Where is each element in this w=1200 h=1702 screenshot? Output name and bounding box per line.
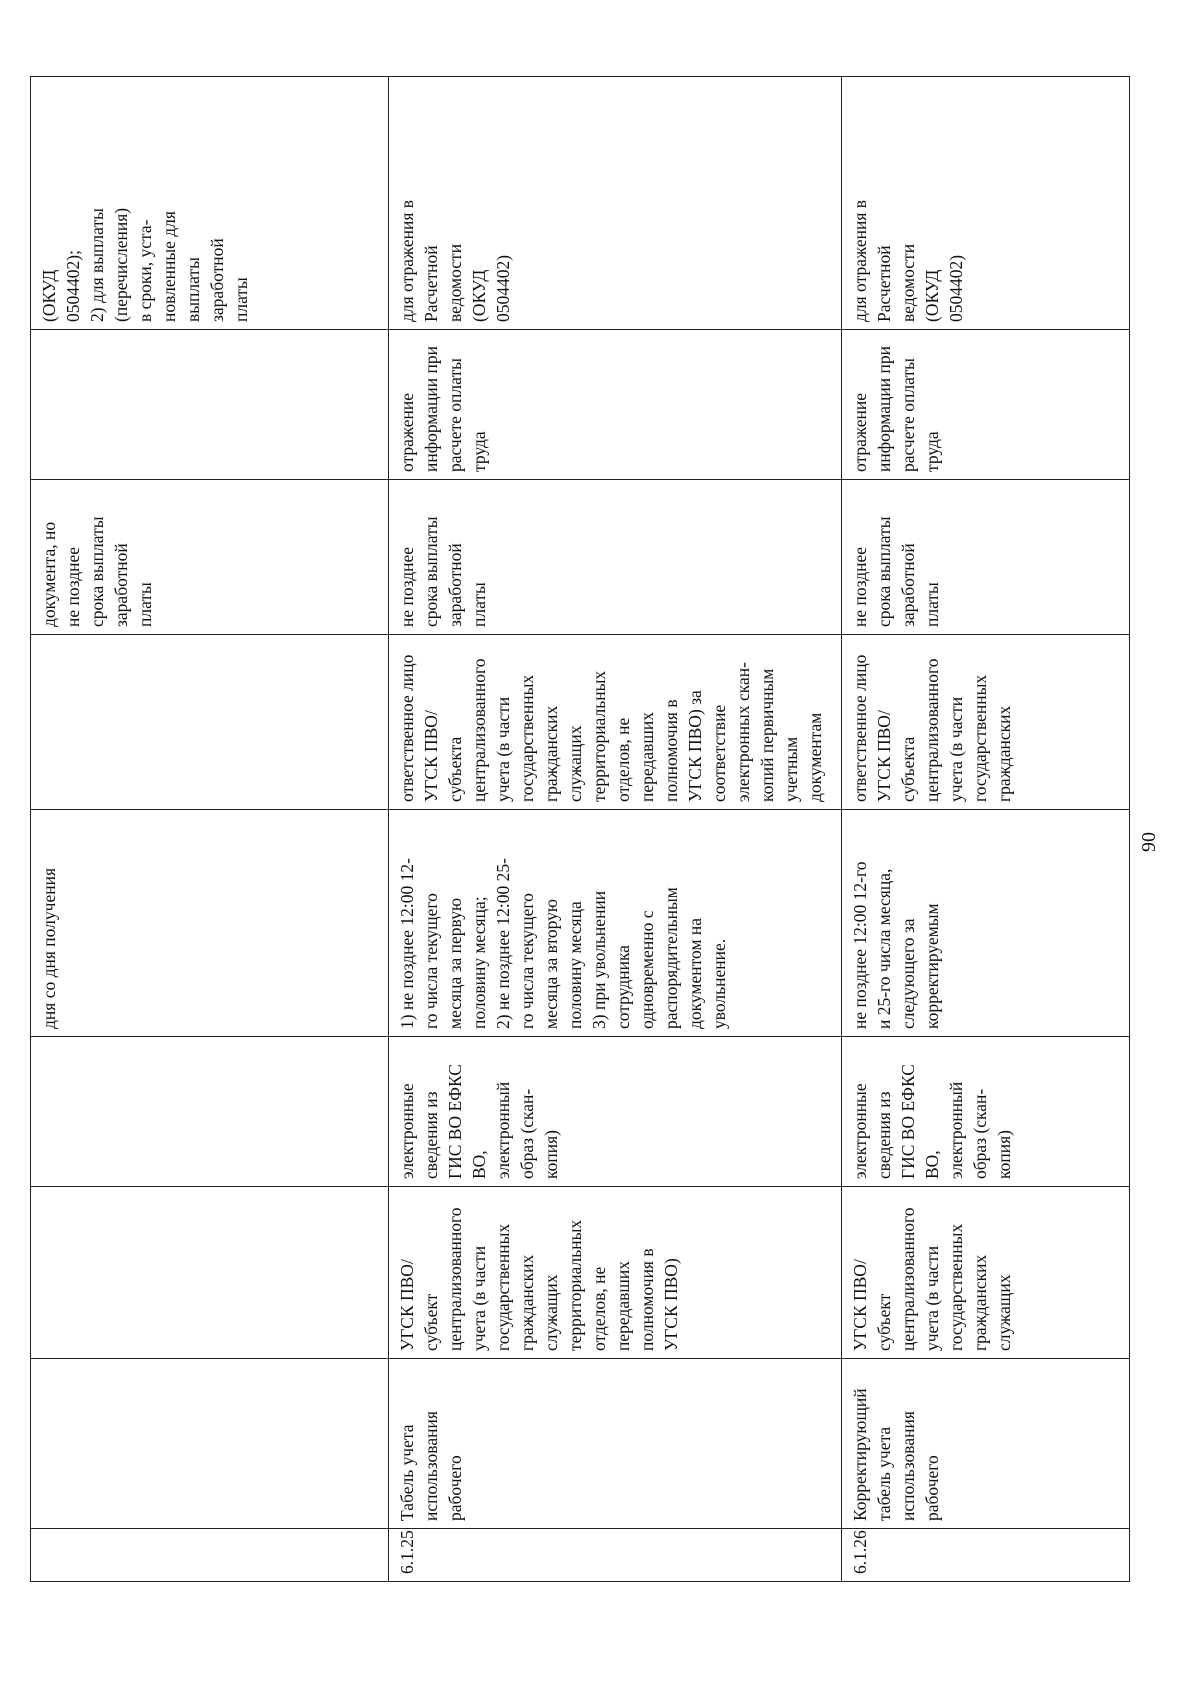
table-row-6-1-26 [842,77,1130,1582]
cell-form [31,1037,389,1187]
cell-deadline: 1) не позднее 12:00 12- го числа текущего месяца за первую половину месяца; 2) не позднее 12:00 25- го числа текущего месяца за вторую половину месяца 3) при увольнении сотрудника одновременно с распорядительным документом на увольнение. [389,810,842,1037]
cell-purpose: отражение информации при расчете оплаты труда [389,330,842,480]
cell-note: (ОКУД 0504402); 2) для выплаты (перечисления) в сроки, уста- новленные для выплаты заработной платы [31,77,389,330]
cell-purpose: отражение информации при расчете оплаты труда [842,330,1130,480]
cell-processing-deadline: не позднее срока выплаты заработной платы [389,480,842,635]
cell-responsible-input [31,1187,389,1359]
cell-responsible-processing: ответственное лицо УГСК ПВО/ субъекта централизованного учета (в части государственных гражданских [842,635,1130,810]
table-row-6-1-25 [389,77,842,1582]
cell-form: электронные сведения из ГИС ВО ЕФКС ВО, электронный образ (скан- копия) [842,1037,1130,1187]
table-row-continuation [31,77,389,1582]
cell-responsible-processing [31,635,389,810]
cell-doc-name [31,1359,389,1529]
cell-doc-name: Табель учета использования рабочего [389,1359,842,1529]
cell-responsible-processing: ответственное лицо УГСК ПВО/ субъекта централизованного учета (в части государственных гражданских служащих территориальных отделов, не передавших полномочия в УГСК ПВО) за соответствие электронных скан- копий первичным учетным документам [389,635,842,810]
cell-num: 6.1.26 [842,1529,1130,1582]
cell-note: для отражения в Расчетной ведомости (ОКУД 0504402) [389,77,842,330]
cell-form: электронные сведения из ГИС ВО ЕФКС ВО, электронный образ (скан- копия) [389,1037,842,1187]
cell-responsible-input: УГСК ПВО/ субъект централизованного учета (в части государственных гражданских служащих территориальных отделов, не передавших полномочия в УГСК ПВО) [389,1187,842,1359]
cell-processing-deadline: документа, но не позднее срока выплаты заработной платы [31,480,389,635]
cell-note: для отражения в Расчетной ведомости (ОКУД 0504402) [842,77,1130,330]
document-table [30,76,1130,1582]
cell-num [31,1529,389,1582]
cell-doc-name: Корректирующий табель учета использования рабочего [842,1359,1130,1529]
cell-purpose [31,330,389,480]
cell-processing-deadline: не позднее срока выплаты заработной платы [842,480,1130,635]
cell-responsible-input: УГСК ПВО/ субъект централизованного учета (в части государственных гражданских служащих [842,1187,1130,1359]
cell-deadline: дня со дня получения [31,810,389,1037]
page-number: 90 [1138,832,1160,852]
cell-deadline: не позднее 12:00 12-го и 25-го числа месяца, следующего за корректируемым [842,810,1130,1037]
cell-num: 6.1.25 [389,1529,842,1582]
